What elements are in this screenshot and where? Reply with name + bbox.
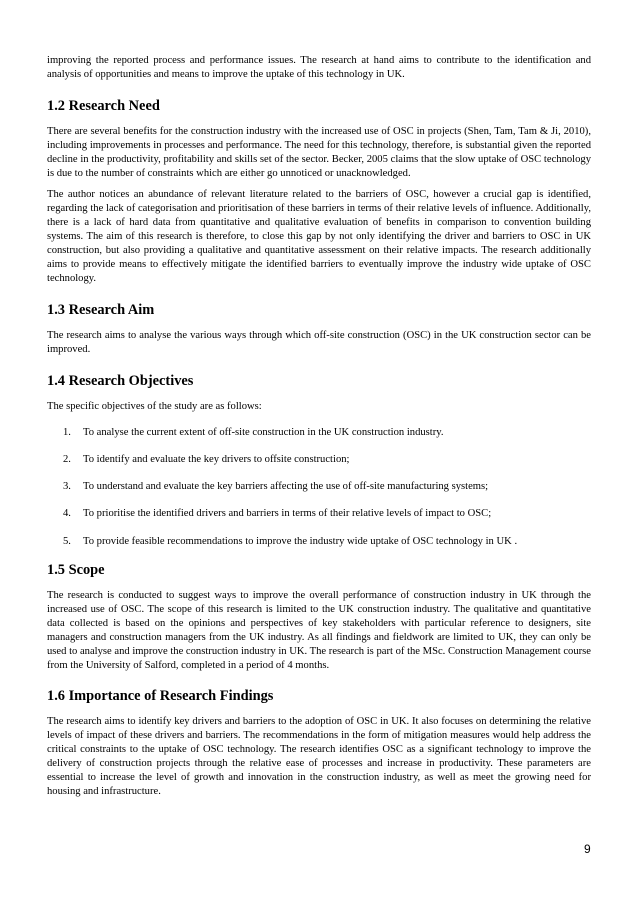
section-heading-research-aim: 1.3 Research Aim <box>47 301 155 318</box>
list-item-number: 1. <box>63 426 71 438</box>
section-heading-research-need: 1.2 Research Need <box>47 97 160 114</box>
list-item-text: To provide feasible recommendations to improve the industry wide uptake of OSC technology in UK . <box>83 535 518 547</box>
list-item-text: To understand and evaluate the key barriers affecting the use of off-site manufacturing systems; <box>83 481 489 493</box>
list-item-text: To prioritise the identified drivers and barriers in terms of their relative levels of impact to OSC; <box>83 508 492 520</box>
list-item <box>47 426 591 440</box>
section-heading-research-objectives: 1.4 Research Objectives <box>47 372 194 389</box>
research-aim-paragraph: The research aims to analyse the various ways through which off-site construction (OSC) in the UK construction sector can be improved. <box>47 329 591 355</box>
list-item-number: 4. <box>63 508 71 520</box>
page-number: 9 <box>584 842 591 856</box>
objectives-intro: The specific objectives of the study are as follows: <box>47 400 262 412</box>
list-item <box>47 453 591 467</box>
page-content <box>47 54 591 799</box>
list-item <box>47 507 591 521</box>
scope-paragraph: The research is conducted to suggest ways to improve the overall performance of construction industry in UK through the increased use of OSC. The scope of this research is limited to the UK construction industry. The qualitative and quantitative data collected is based on the opinions and perspectives of key stakeholders with particular reference to designers, site managers and construction managers from the UK industry. As all findings and fieldwork are limited to UK, they can only be used to analyse and improve the construction industry in UK. The research is part of the MSc. Construction Management course from the University of Salford, completed in a period of 4 months. <box>47 589 591 671</box>
list-item-number: 3. <box>63 481 71 493</box>
list-item <box>47 480 591 494</box>
list-item-text: To analyse the current extent of off-site construction in the UK construction industry. <box>83 426 444 438</box>
research-need-paragraph-1: There are several benefits for the construction industry with the increased use of OSC in projects (Shen, Tam, Tam & Ji, 2010), including improvements in processes and performance. The need for this technology, therefore, is substantial given the reported decline in the productivity, profitability and skills set of the sector. Becker, 2005 claims that the slow uptake of OSC technology is due to the number of constraints which are either go unnoticed or unacknowledged. <box>47 125 591 179</box>
importance-paragraph: The research aims to identify key drivers and barriers to the adoption of OSC in UK. It also focuses on determining the relative levels of impact of these drivers and barriers. The recommendations in the form of mitigation measures would help address the critical constraints to the uptake of OSC technology. The research identifies OSC as a significant technology to improve the delivery of construction projects through the relative ease of processes and increase in productivity. These parameters are essential to increase the level of growth and innovation in the construction industry, as well as meet the growing need for housing and infrastructure. <box>47 716 591 797</box>
section-heading-scope: 1.5 Scope <box>47 561 105 578</box>
research-need-paragraph-2: The author notices an abundance of relevant literature related to the barriers of OSC, however a crucial gap is identified, regarding the lack of categorisation and prioritisation of these barriers in terms of their relative levels of influence. Additionally, there is a lack of hard data from quantitative and qualitative evaluation of benefits in comparison to convention building systems. The aim of this research is therefore, to close this gap by not only identifying the driver and barriers to OSC in UK construction, but also providing a qualitative and quantitative assessment on their relative impacts. The research additionally aims to provide means to effectively mitigate the identified barriers to eventually improve the industry wide uptake of OSC technology. <box>47 189 591 284</box>
list-item <box>47 535 591 549</box>
list-item-number: 2. <box>63 453 71 465</box>
objectives-list <box>47 426 591 549</box>
continued-paragraph: improving the reported process and performance issues. The research at hand aims to contribute to the identification and analysis of opportunities and means to improve the uptake of this technology in UK. <box>47 55 591 80</box>
list-item-text: To identify and evaluate the key drivers to offsite construction; <box>83 453 350 465</box>
section-heading-importance: 1.6 Importance of Research Findings <box>47 688 274 705</box>
list-item-number: 5. <box>63 535 71 547</box>
